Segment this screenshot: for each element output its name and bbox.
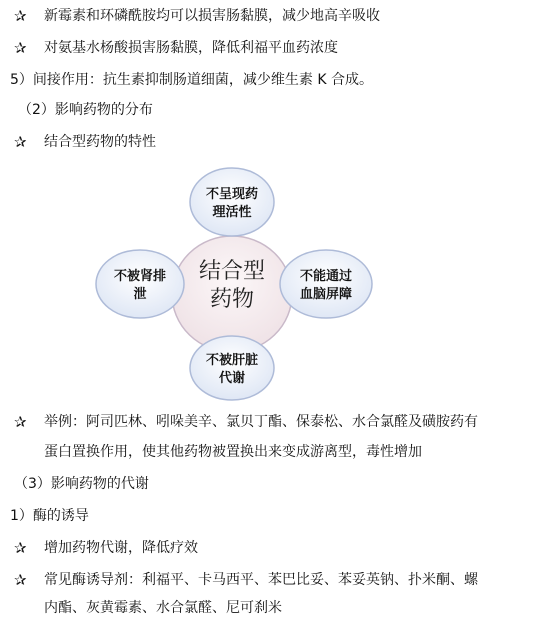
line-text: 结合型药物的特性	[44, 134, 156, 150]
line-text: 举例：阿司匹林、吲哚美辛、氯贝丁酯、保泰松、水合氯醛及磺胺药有	[44, 414, 478, 430]
top-label-1: 不呈现药	[205, 187, 259, 202]
line-text: 对氨基水杨酸损害肠黏膜，降低利福平血药浓度	[44, 40, 338, 56]
right-label-1: 不能通过	[299, 269, 353, 284]
line-text: 增加药物代谢，降低疗效	[44, 540, 198, 556]
left-label-2: 泄	[133, 287, 147, 302]
star-bullet-icon: ✰	[14, 571, 27, 589]
line-8: （3）影响药物的代谢	[14, 476, 149, 492]
left-label-1: 不被肾排	[113, 269, 167, 284]
line-12: 内酯、灰黄霉素、水合氯醛、尼可刹米	[44, 600, 282, 616]
line-text: 新霉素和环磷酰胺均可以损害肠黏膜，减少地高辛吸收	[44, 8, 380, 24]
top-node	[190, 168, 274, 236]
bottom-label-2: 代谢	[218, 371, 246, 386]
bottom-node	[190, 336, 274, 400]
star-bullet-icon: ✰	[14, 413, 27, 431]
center-label-1: 结合型	[198, 259, 266, 284]
center-node	[172, 236, 292, 352]
star-bullet-icon: ✰	[14, 133, 27, 151]
star-bullet-icon: ✰	[14, 539, 27, 557]
bottom-label-1: 不被肝脏	[205, 353, 259, 368]
line-4: （2）影响药物的分布	[18, 102, 153, 118]
star-bullet-icon: ✰	[14, 39, 27, 57]
center-label-2: 药物	[209, 287, 255, 312]
right-node	[280, 250, 372, 318]
line-text: 常见酶诱导剂：利福平、卡马西平、苯巴比妥、苯妥英钠、扑米酮、螺	[44, 572, 478, 588]
line-9: 1）酶的诱导	[10, 508, 89, 524]
right-label-2: 血脑屏障	[299, 287, 353, 302]
top-label-2: 理活性	[212, 205, 252, 220]
line-7: 蛋白置换作用，使其他药物被置换出来变成游离型，毒性增加	[44, 444, 422, 460]
line-3: 5）间接作用：抗生素抑制肠道细菌，减少维生素 K 合成。	[10, 72, 373, 88]
bound-drug-diagram	[88, 162, 388, 402]
left-node	[96, 250, 184, 318]
star-bullet-icon: ✰	[14, 7, 27, 25]
